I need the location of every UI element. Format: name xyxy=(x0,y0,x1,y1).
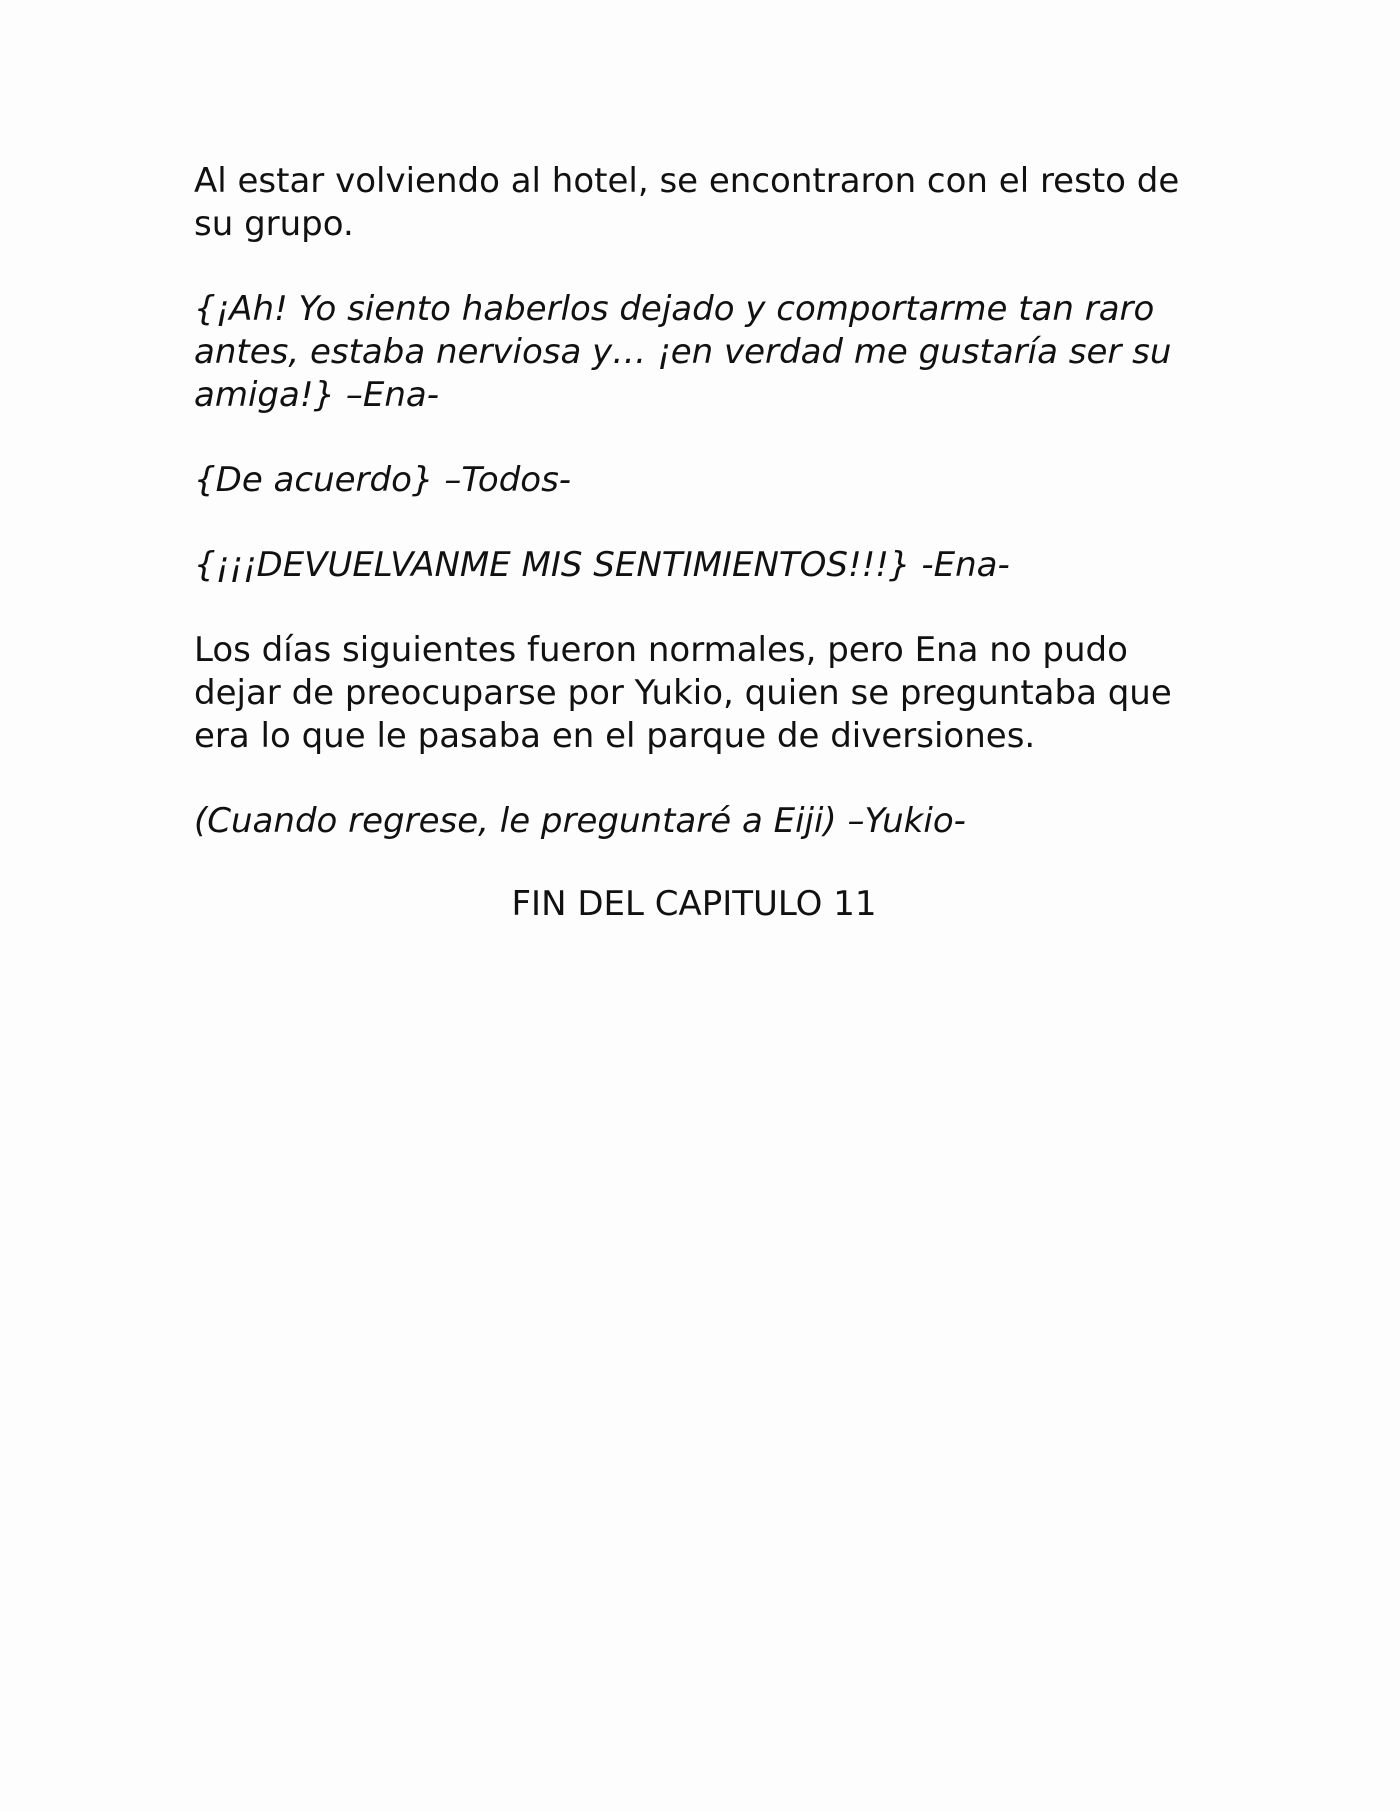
chapter-end-label: FIN DEL CAPITULO 11 xyxy=(511,884,877,924)
dialogue-todos-agree: {De acuerdo} –Todos- xyxy=(194,460,572,500)
narration-paragraph-2: Los días siguientes fueron normales, pero Ena no pudo dejar de preocuparse por Yukio, quien se preguntaba que era lo que le pasaba en el parque de diversiones. xyxy=(194,630,1172,756)
narration-paragraph-1: Al estar volviendo al hotel, se encontraron con el resto de su grupo. xyxy=(194,161,1180,244)
dialogue-ena-apology: {¡Ah! Yo siento haberlos dejado y comportarme tan raro antes, estaba nerviosa y… ¡en verdad me gustaría ser su amiga!} –Ena- xyxy=(194,289,1172,415)
document-page xyxy=(194,160,1224,926)
dialogue-ena-shout: {¡¡¡DEVUELVANME MIS SENTIMIENTOS!!!} -Ena- xyxy=(194,545,1010,585)
thought-yukio: (Cuando regrese, le preguntaré a Eiji) –Yukio- xyxy=(194,801,966,841)
